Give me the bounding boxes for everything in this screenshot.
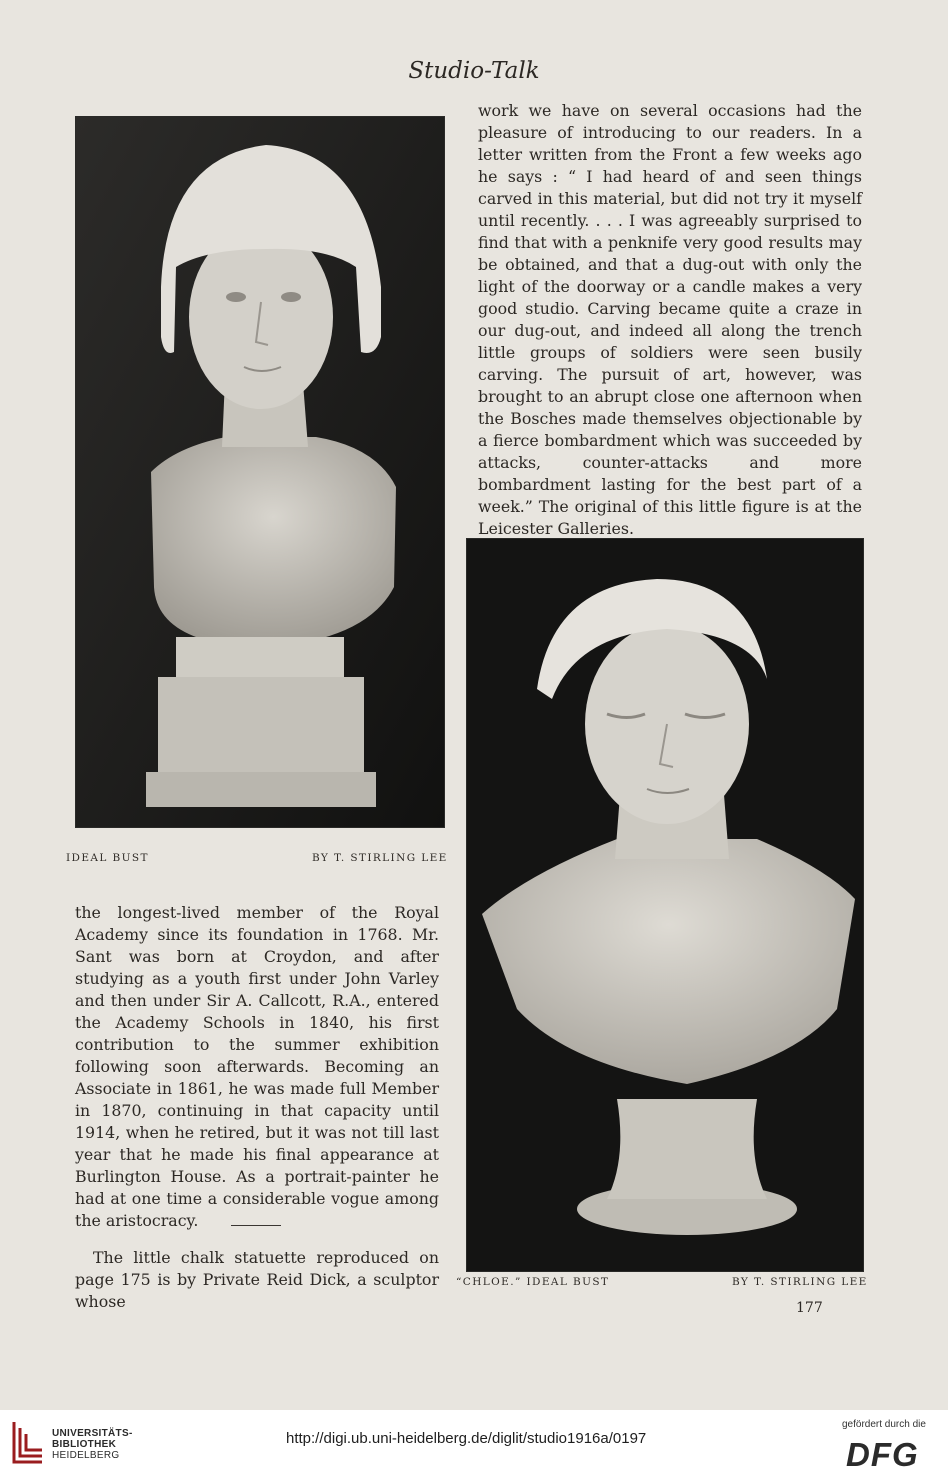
caption-ideal-bust-title: IDEAL BUST [66,852,149,864]
right-column-text [478,100,862,540]
library-line-1: UNIVERSITÄTS- [52,1428,133,1439]
left-column-text-2 [75,1247,439,1313]
library-line-2: BIBLIOTHEK [52,1439,117,1450]
plate-chloe [466,538,864,1272]
funding-label: gefördert durch die [842,1419,926,1430]
paragraph: The little chalk statuette reproduced on page 175 is by Private Reid Dick, a sculptor whose [75,1248,439,1311]
permalink-url[interactable]: http://digi.ub.uni-heidelberg.de/diglit/studio1916a/0197 [286,1430,647,1447]
library-name [52,1428,133,1461]
caption-ideal-bust-artist: BY T. STIRLING LEE [312,852,448,864]
section-divider [231,1225,281,1226]
dfg-logo: DFG [846,1436,919,1473]
caption-chloe-title: “CHLOE.” IDEAL BUST [456,1276,610,1288]
running-header: Studio-Talk [408,58,540,84]
university-logo-icon [10,1418,46,1466]
paragraph: work we have on several occasions had the pleasure of introducing to our readers. In a letter written from the Front a few weeks ago he says : “ I had heard of and seen things carved in this material, but did not try it myself until recently. . . . I was agreeably surprised to find that with a penknife very good results may be obtained, and that a dug-out with only the light of the doorway or a candle makes a very good studio. Carving became quite a craze in our dug-out, and indeed all along the trench little groups of soldiers were seen busily carving. The pursuit of art, however, was brought to an abrupt close one afternoon when the Bosches made themselves objectionable by a fierce bombardment which was succeeded by attacks, counter-attacks and more bombardment lasting for the best part of a week.” The original of this little figure is at the Leicester Galleries. [478,101,862,538]
page-number: 177 [796,1300,823,1316]
plate-ideal-bust [75,116,445,828]
library-line-3: HEIDELBERG [52,1450,120,1461]
left-column-text [75,902,439,1232]
paragraph: the longest-lived member of the Royal Academy since its foundation in 1768. Mr. Sant was born at Croydon, and after studying as a youth first under John Varley and then under Sir A. Callcott, R.A., entered the Academy Schools in 1840, his first contribution to the summer exhibition following soon afterwards. Becoming an Associate in 1861, he was made full Member in 1870, continuing in that capacity until 1914, when he retired, but it was not till last year that he made his final appearance at Burlington House. As a portrait-painter he had at one time a considerable vogue among the aristocracy. [75,903,439,1230]
caption-chloe-artist: BY T. STIRLING LEE [732,1276,868,1288]
